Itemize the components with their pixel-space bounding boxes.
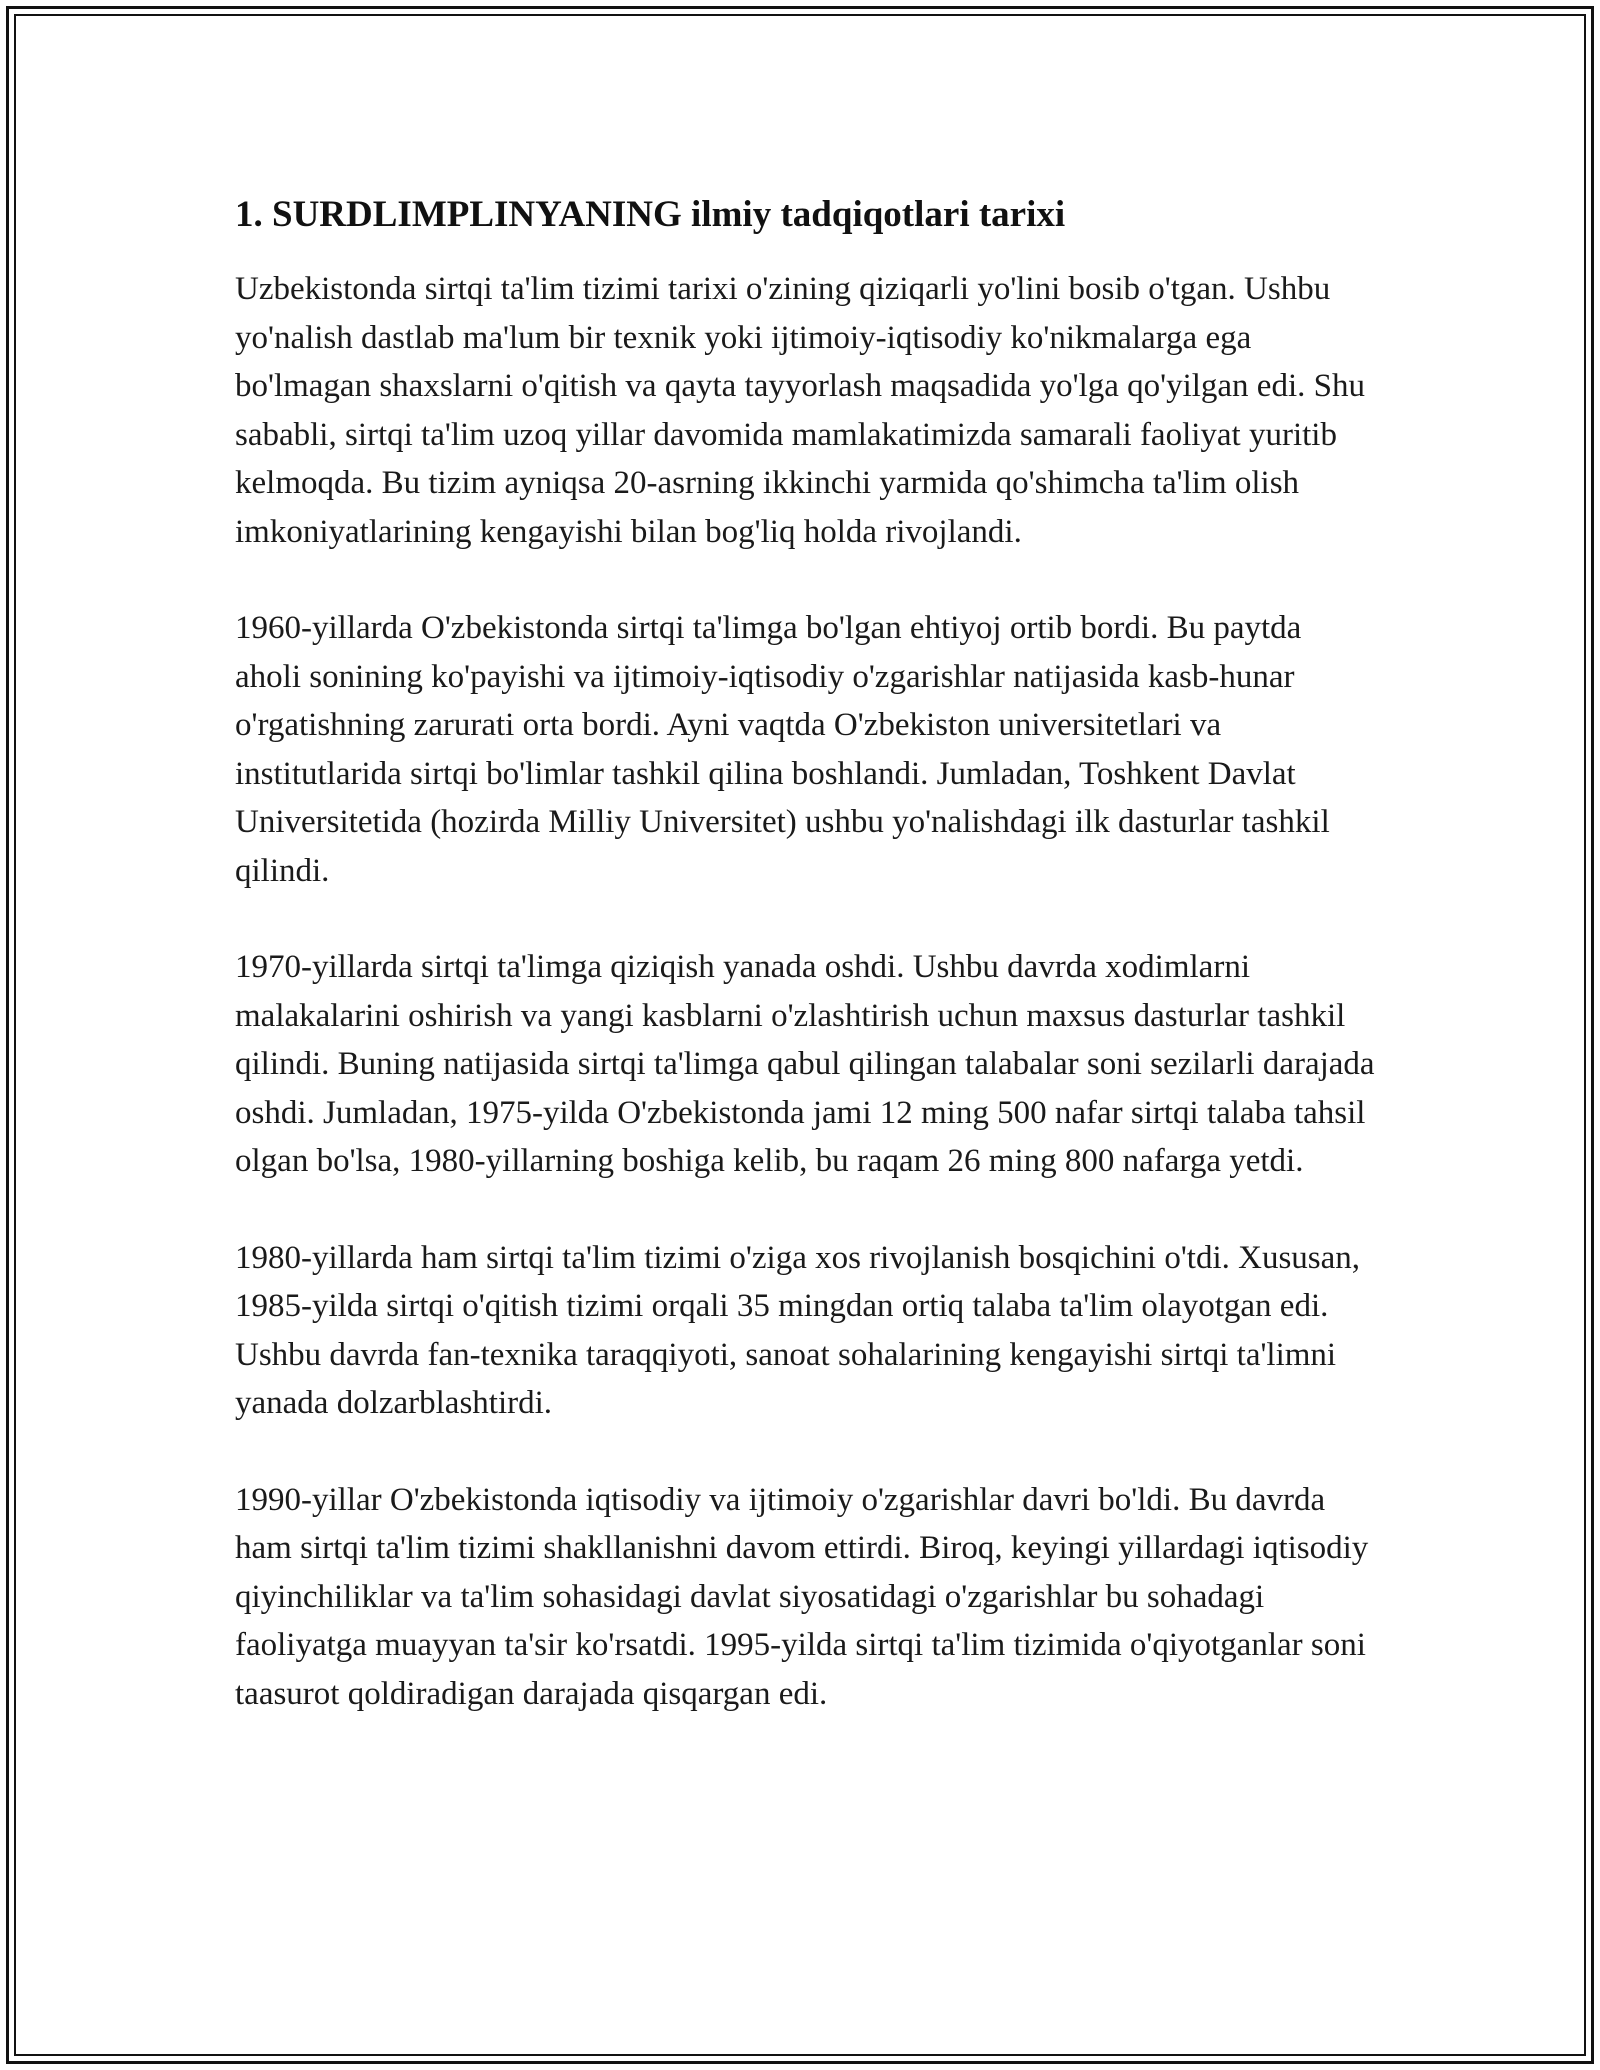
paragraph-1990s: 1990-yillar O'zbekistonda iqtisodiy va ijtimoiy o'zgarishlar davri bo'ldi. Bu davrda ham sirtqi ta'lim tizimi shakllanishni davom ettirdi. Biroq, keyingi yillardagi iqtisodiy qiyinchiliklar va ta'lim sohasidagi davlat siyosatidagi o'zgarishlar bu sohadagi faoliyatga muayyan ta'sir ko'rsatdi. 1995-yilda sirtqi ta'lim tizimida o'qiyotganlar soni taasurot qoldiradigan darajada qisqargan edi. <box>235 1481 1369 1712</box>
section-heading: 1. SURDLIMPLINYANING ilmiy tadqiqotlari tarixi <box>235 194 1066 235</box>
paragraph-1960s: 1960-yillarda O'zbekistonda sirtqi ta'limga bo'lgan ehtiyoj ortib bordi. Bu paytda aholi sonining ko'payishi va ijtimoiy-iqtisodiy o'zgarishlar natijasida kasb-hunar o'rgatishning zarurati orta bordi. Ayni vaqtda O'zbekiston universitetlari va institutlarida sirtqi bo'limlar tashkil qilina boshlandi. Jumladan, Toshkent Davlat Universitetida (hozirda Milliy Universitet) ushbu yo'nalishdagi ilk dasturlar tashkil qilindi. <box>235 610 1330 889</box>
paragraph-intro: Uzbekistonda sirtqi ta'lim tizimi tarixi o'zining qiziqarli yo'lini bosib o'tgan. Ushbu yo'nalish dastlab ma'lum bir texnik yoki ijtimoiy-iqtisodiy ko'nikmalarga ega bo'lmagan shaxslarni o'qitish va qayta tayyorlash maqsadida yo'lga qo'yilgan edi. Shu sababli, sirtqi ta'lim uzoq yillar davomida mamlakatimizda samarali faoliyat yuritib kelmoqda. Bu tizim ayniqsa 20-asrning ikkinchi yarmida qo'shimcha ta'lim olish imkoniyatlarining kengayishi bilan bog'liq holda rivojlandi. <box>235 271 1365 550</box>
paragraph-1970s: 1970-yillarda sirtqi ta'limga qiziqish yanada oshdi. Ushbu davrda xodimlarni malakalarini oshirish va yangi kasblarni o'zlashtirish uchun maxsus dasturlar tashkil qilindi. Buning natijasida sirtqi ta'limga qabul qilingan talabalar soni sezilarli darajada oshdi. Jumladan, 1975-yilda O'zbekistonda jami 12 ming 500 nafar sirtqi talaba tahsil olgan bo'lsa, 1980-yillarning boshiga kelib, bu raqam 26 ming 800 nafarga yetdi. <box>235 949 1375 1179</box>
paragraph-1980s: 1980-yillarda ham sirtqi ta'lim tizimi o'ziga xos rivojlanish bosqichini o'tdi. Xususan, 1985-yilda sirtqi o'qitish tizimi orqali 35 mingdan ortiq talaba ta'lim olayotgan edi. Ushbu davrda fan-texnika taraqqiyoti, sanoat sohalarining kengayishi sirtqi ta'limni yanada dolzarblashtirdi. <box>235 1239 1361 1421</box>
document-body <box>235 185 1375 1766</box>
